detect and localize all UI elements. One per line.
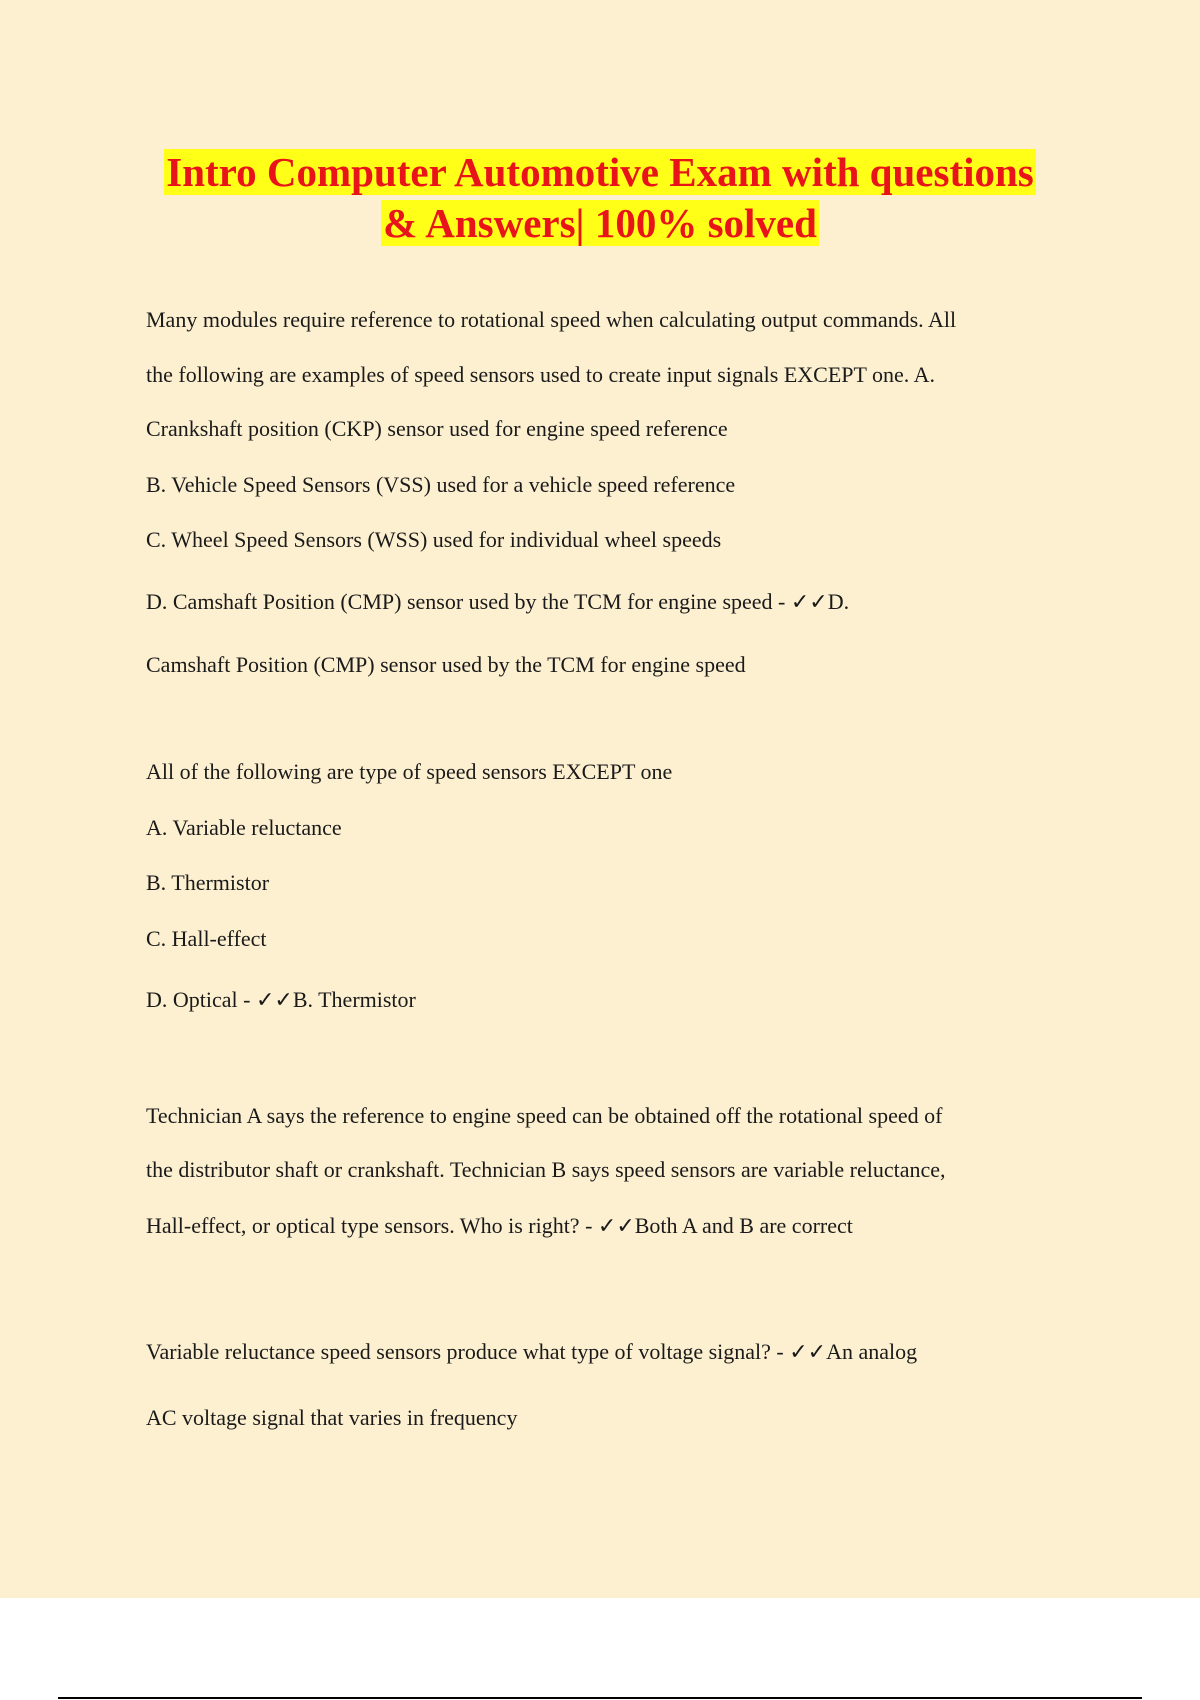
q2-option-a: A. Variable reluctance bbox=[146, 815, 342, 840]
q3-text-line-3: Hall-effect, or optical type sensors. Who is right? - ✓✓Both A and B are correct bbox=[146, 1213, 853, 1238]
q1-text-line-3: Crankshaft position (CKP) sensor used for engine speed reference bbox=[146, 416, 728, 441]
q3-text-line-1: Technician A says the reference to engine speed can be obtained off the rotational speed of bbox=[146, 1103, 943, 1128]
q1-answer-continuation: Camshaft Position (CMP) sensor used by the TCM for engine speed bbox=[146, 652, 746, 677]
q2-question: All of the following are type of speed sensors EXCEPT one bbox=[146, 759, 673, 784]
q1-option-d: D. Camshaft Position (CMP) sensor used by the TCM for engine speed - ✓✓D. bbox=[146, 589, 850, 614]
q1-text-line-1: Many modules require reference to rotational speed when calculating output commands. All bbox=[146, 307, 957, 332]
q1-text-line-2: the following are examples of speed sensors used to create input signals EXCEPT one. A. bbox=[146, 362, 935, 387]
footer-divider bbox=[58, 1697, 1142, 1699]
title-line-1: Intro Computer Automotive Exam with questions bbox=[166, 149, 1034, 195]
q4-text-line-1: Variable reluctance speed sensors produce what type of voltage signal? - ✓✓An analog bbox=[146, 1339, 918, 1364]
q2-option-b: B. Thermistor bbox=[146, 870, 270, 895]
document-title bbox=[100, 147, 1100, 249]
q1-option-c: C. Wheel Speed Sensors (WSS) used for individual wheel speeds bbox=[146, 527, 722, 552]
q3-text-line-2: the distributor shaft or crankshaft. Technician B says speed sensors are variable reluctance, bbox=[146, 1157, 946, 1182]
q4-text-line-2: AC voltage signal that varies in frequency bbox=[146, 1405, 518, 1430]
q2-option-d: D. Optical - ✓✓B. Thermistor bbox=[146, 987, 416, 1012]
title-line-2: & Answers| 100% solved bbox=[383, 200, 817, 246]
q1-option-b: B. Vehicle Speed Sensors (VSS) used for a vehicle speed reference bbox=[146, 472, 736, 497]
q2-option-c: C. Hall-effect bbox=[146, 926, 267, 951]
